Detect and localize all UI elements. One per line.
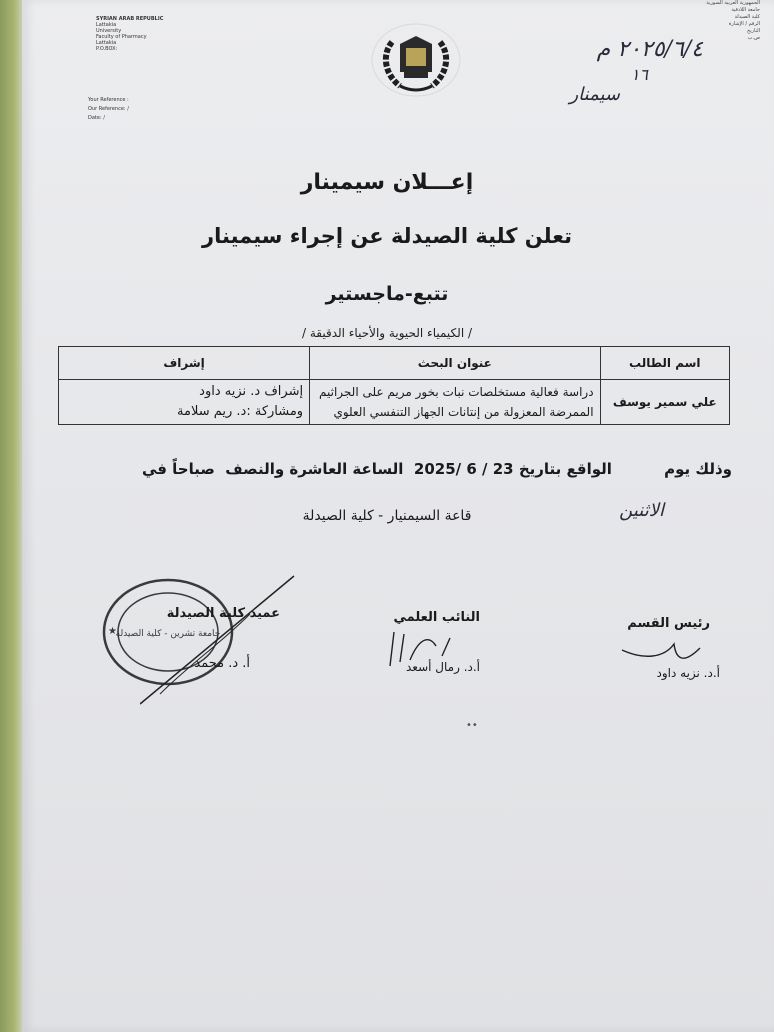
letterhead-line: كلية الصيدلة bbox=[734, 14, 760, 20]
page-title: إعـــلان سيمينار bbox=[300, 170, 474, 195]
reference-line: Our Reference: / bbox=[88, 106, 129, 112]
reference-block bbox=[88, 96, 129, 123]
letterhead-line: Lattakia bbox=[96, 22, 117, 28]
column-header-title: عنوان البحث bbox=[310, 347, 600, 380]
letterhead-line: ص.ب bbox=[747, 35, 760, 41]
department-head-title: رئيس القسم bbox=[627, 616, 710, 631]
ink-dot-icon: •• bbox=[466, 720, 478, 731]
handwritten-note: سيمنار bbox=[569, 84, 620, 105]
letterhead-line: Faculty of Pharmacy bbox=[96, 34, 147, 40]
supervisor-line: إشراف د. نزيه داود bbox=[199, 384, 304, 399]
column-header-student: اسم الطالب bbox=[600, 347, 729, 380]
handwritten-day: الاثنين bbox=[619, 500, 664, 521]
location-line: قاعة السيمنيار - كلية الصيدلة bbox=[302, 508, 472, 524]
dean-title: عميد كلية الصيدلة bbox=[166, 606, 280, 621]
research-title-cell: دراسة فعالية مستخلصات نبات بخور مريم على الجراثيم الممرضة المعزولة من إنتانات الجهاز التنفسي العلوي bbox=[310, 380, 600, 425]
dean-name: أ. د. محمد bbox=[194, 656, 250, 671]
letterhead-line: P.O.BOX: bbox=[96, 46, 118, 52]
column-header-supervision: إشراف bbox=[59, 347, 310, 380]
vice-dean-name: أ.د. رمال أسعد bbox=[405, 660, 480, 674]
specialty-label: / الكيمياء الحيوية والأحياء الدقيقة / bbox=[301, 326, 473, 340]
supervision-cell bbox=[59, 380, 310, 425]
stamp-text: جامعة تشرين - كلية الصيدلة bbox=[115, 629, 221, 639]
seminar-table bbox=[58, 346, 730, 425]
letterhead-english bbox=[96, 16, 163, 52]
handwritten-number: ١٦ bbox=[630, 65, 648, 84]
letterhead-line: SYRIAN ARAB REPUBLIC bbox=[96, 16, 164, 22]
schedule-line: وذلك يوم الواقع بتاريخ 23 / 6 /2025 الساعة العاشرة والنصف صباحاً في bbox=[141, 460, 732, 478]
co-supervisor-line: ومشاركة :د. ريم سلامة bbox=[177, 404, 304, 419]
letterhead-line: الرقم / الإشارة bbox=[728, 21, 760, 27]
letterhead-line: Lattakia bbox=[96, 40, 117, 46]
student-name-cell: علي سمير يوسف bbox=[600, 380, 729, 425]
vice-dean-title: النائب العلمي bbox=[393, 610, 480, 625]
department-head-name: أ.د. نزيه داود bbox=[656, 666, 720, 680]
dean-signature-icon bbox=[140, 574, 300, 710]
letterhead-line: التاريخ bbox=[747, 28, 760, 34]
reference-line: Your Reference : bbox=[88, 97, 129, 103]
handwritten-date-line: ٢٠٢٥/٦/٤ م bbox=[596, 37, 703, 62]
table-header-row bbox=[59, 347, 730, 380]
university-logo-icon bbox=[370, 22, 462, 98]
reference-line: Date: / bbox=[88, 115, 105, 121]
announcement-subtitle: تعلن كلية الصيدلة عن إجراء سيمينار bbox=[202, 224, 572, 248]
handwritten-date-annotation bbox=[528, 34, 718, 108]
table-row bbox=[59, 380, 730, 425]
letterhead-line: University bbox=[96, 28, 122, 34]
letterhead-line: جامعة اللاذقية bbox=[731, 7, 760, 13]
svg-text:★: ★ bbox=[108, 626, 117, 637]
track-label: تتبع-ماجستير bbox=[325, 283, 449, 305]
letterhead-line: الجمهورية العربية السورية bbox=[706, 0, 760, 6]
